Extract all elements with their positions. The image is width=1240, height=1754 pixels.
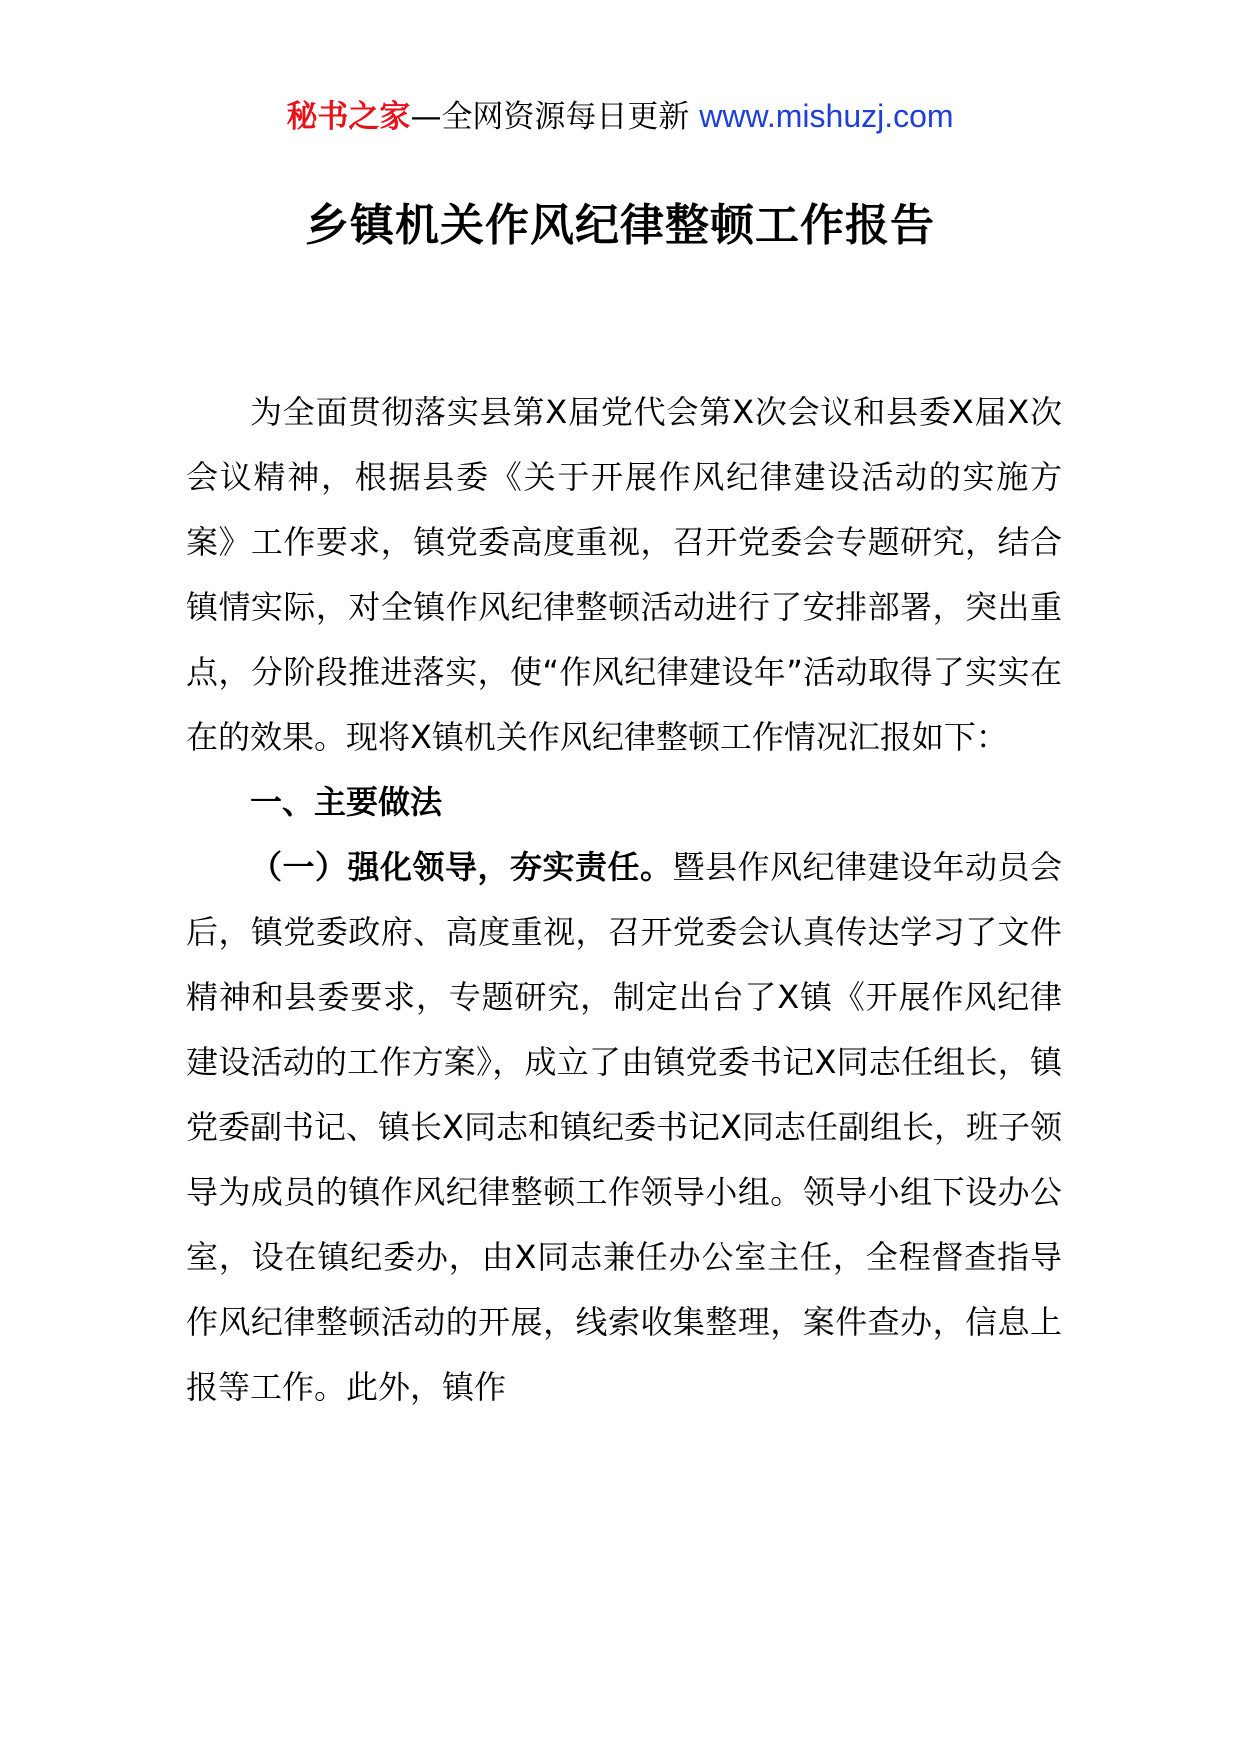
item-heading-leadership: （一）强化领导，夯实责任。	[250, 848, 673, 886]
site-url-link[interactable]: www.mishuzj.com	[699, 98, 954, 134]
item-text-leadership: 暨县作风纪律建设年动员会后，镇党委政府、高度重视，召开党委会认真传达学习了文件精神和县委要求，专题研究，制定出台了X镇《开展作风纪律建设活动的工作方案》，成立了由镇党委书记X同志任组长，镇党委副书记、镇长X同志和镇纪委书记X同志任副组长，班子领导为成员的镇作风纪律整顿工作领导小组。领导小组下设办公室，设在镇纪委办，由X同志兼任办公室主任，全程督查指导作风纪律整顿活动的开展，线索收集整理，案件查办，信息上报等工作。此外，镇作	[186, 848, 1062, 1406]
intro-paragraph: 为全面贯彻落实县第X届党代会第X次会议和县委X届X次会议精神，根据县委《关于开展作风纪律建设活动的实施方案》工作要求，镇党委高度重视，召开党委会专题研究，结合镇情实际，对全镇作风纪律整顿活动进行了安排部署，突出重点，分阶段推进落实，使“作风纪律建设年”活动取得了实实在在的效果。现将X镇机关作风纪律整顿工作情况汇报如下：	[186, 393, 1062, 756]
site-header	[0, 96, 1240, 137]
item-paragraph-leadership	[186, 835, 1062, 1420]
brand-name: 秘书之家	[286, 99, 411, 135]
section-heading-main-practices: 一、主要做法	[250, 783, 443, 821]
document-body	[186, 380, 1062, 1420]
header-tagline: —全网资源每日更新	[410, 99, 700, 135]
document-title: 乡镇机关作风纪律整顿工作报告	[305, 200, 935, 251]
